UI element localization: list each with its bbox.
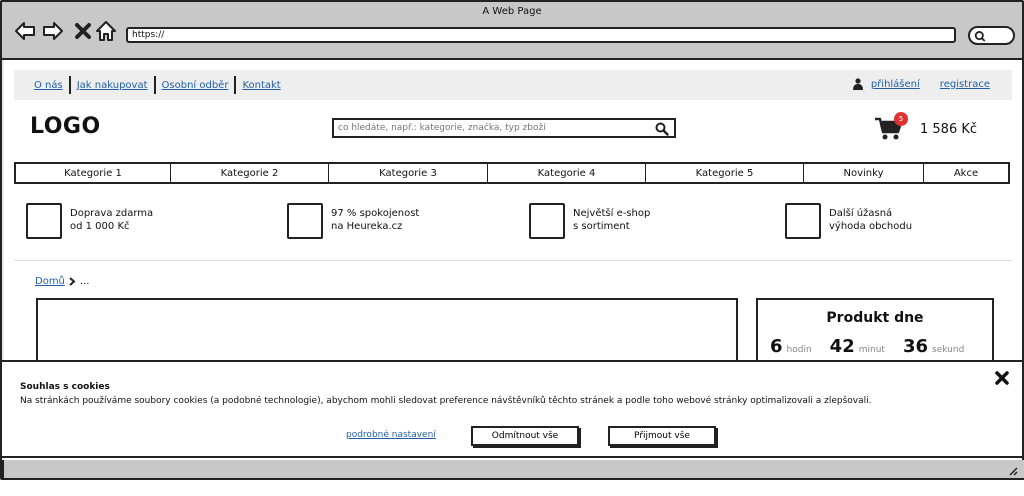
home-icon[interactable] (95, 20, 117, 42)
countdown-timer (770, 336, 978, 357)
benefit-line: 97 % spokojenost (331, 208, 420, 219)
back-arrow-icon[interactable] (14, 20, 36, 42)
category-3[interactable]: Kategorie 3 (329, 164, 488, 182)
category-1[interactable]: Kategorie 1 (16, 164, 171, 182)
benefit-line: výhoda obchodu (829, 221, 913, 232)
benefit-item (287, 203, 419, 239)
benefit-line: Další úžasná (829, 208, 893, 219)
link-osobni-odber[interactable]: Osobní odběr (161, 79, 229, 91)
login-link[interactable]: přihlášení (870, 78, 920, 90)
browser-search-button[interactable] (968, 26, 1015, 45)
cart-total[interactable]: 1 586 Kč (920, 122, 978, 137)
product-of-day-title: Produkt dne (826, 310, 924, 326)
benefit-line: Doprava zdarma (70, 208, 154, 219)
search-field[interactable] (332, 118, 676, 138)
benefit-item (26, 203, 153, 239)
benefit-image (287, 203, 323, 239)
window-title: A Web Page (482, 6, 542, 17)
benefit-line: Největší e-shop (573, 208, 651, 219)
cookie-consent-banner (0, 360, 1024, 458)
logo[interactable]: LOGO (30, 114, 101, 139)
divider (14, 260, 1012, 261)
reject-all-button[interactable]: Odmítnout vše (471, 426, 579, 446)
benefit-image (785, 203, 821, 239)
benefit-item (529, 203, 650, 239)
category-akce[interactable]: Akce (953, 167, 979, 179)
browser-toolbar (2, 2, 1022, 60)
category-menu (14, 162, 1010, 184)
link-kontakt[interactable]: Kontakt (242, 79, 281, 91)
timer-minutes-label: minut (858, 345, 885, 355)
register-link[interactable]: registrace (939, 78, 990, 90)
benefit-line: na Heureka.cz (331, 221, 403, 232)
breadcrumb-home-link[interactable]: Domů (35, 276, 65, 287)
user-icon (853, 78, 863, 90)
forward-arrow-icon[interactable] (42, 20, 64, 42)
search-input[interactable] (338, 123, 648, 133)
link-o-nas[interactable]: O nás (34, 79, 63, 91)
category-novinky[interactable]: Novinky (804, 164, 924, 182)
benefit-line: s sortiment (573, 221, 630, 232)
link-jak-nakupovat[interactable]: Jak nakupovat (76, 79, 148, 91)
search-icon[interactable] (655, 122, 669, 136)
status-bar (2, 460, 1024, 480)
benefit-image (529, 203, 565, 239)
timer-seconds-label: sekund (932, 345, 965, 355)
chevron-right-icon (69, 277, 76, 286)
accept-all-button[interactable]: Přijmout vše (608, 426, 716, 446)
cookie-text: Na stránkách používáme soubory cookies (a podobné technologie), abychom mohli sledovat preference návštěvníků těchto stránek a podle toho webové stránky optimalizovali a zlepšovali. (20, 396, 872, 406)
breadcrumb-rest: ... (79, 276, 90, 287)
close-stop-icon[interactable] (72, 20, 94, 42)
close-icon[interactable] (994, 370, 1010, 386)
cart-count-badge: 5 (894, 112, 908, 126)
timer-hours: 6 (770, 336, 783, 357)
breadcrumb (35, 276, 89, 287)
category-4[interactable]: Kategorie 4 (488, 164, 646, 182)
url-bar[interactable]: https:// (126, 27, 956, 43)
benefit-image (26, 203, 62, 239)
cookie-settings-link[interactable]: podrobné nastavení (346, 430, 436, 440)
benefit-item (785, 203, 912, 239)
search-icon (973, 29, 991, 43)
category-5[interactable]: Kategorie 5 (646, 164, 804, 182)
timer-seconds: 36 (902, 336, 929, 357)
top-links-bar (14, 70, 1012, 100)
category-2[interactable]: Kategorie 2 (171, 164, 329, 182)
cookie-title: Souhlas s cookies (20, 382, 110, 392)
timer-minutes: 42 (829, 336, 855, 357)
benefit-line: od 1 000 Kč (70, 221, 130, 232)
resize-grip-icon[interactable] (1006, 464, 1018, 476)
user-links (853, 78, 990, 90)
info-links (28, 76, 287, 94)
timer-hours-label: hodin (786, 345, 812, 355)
